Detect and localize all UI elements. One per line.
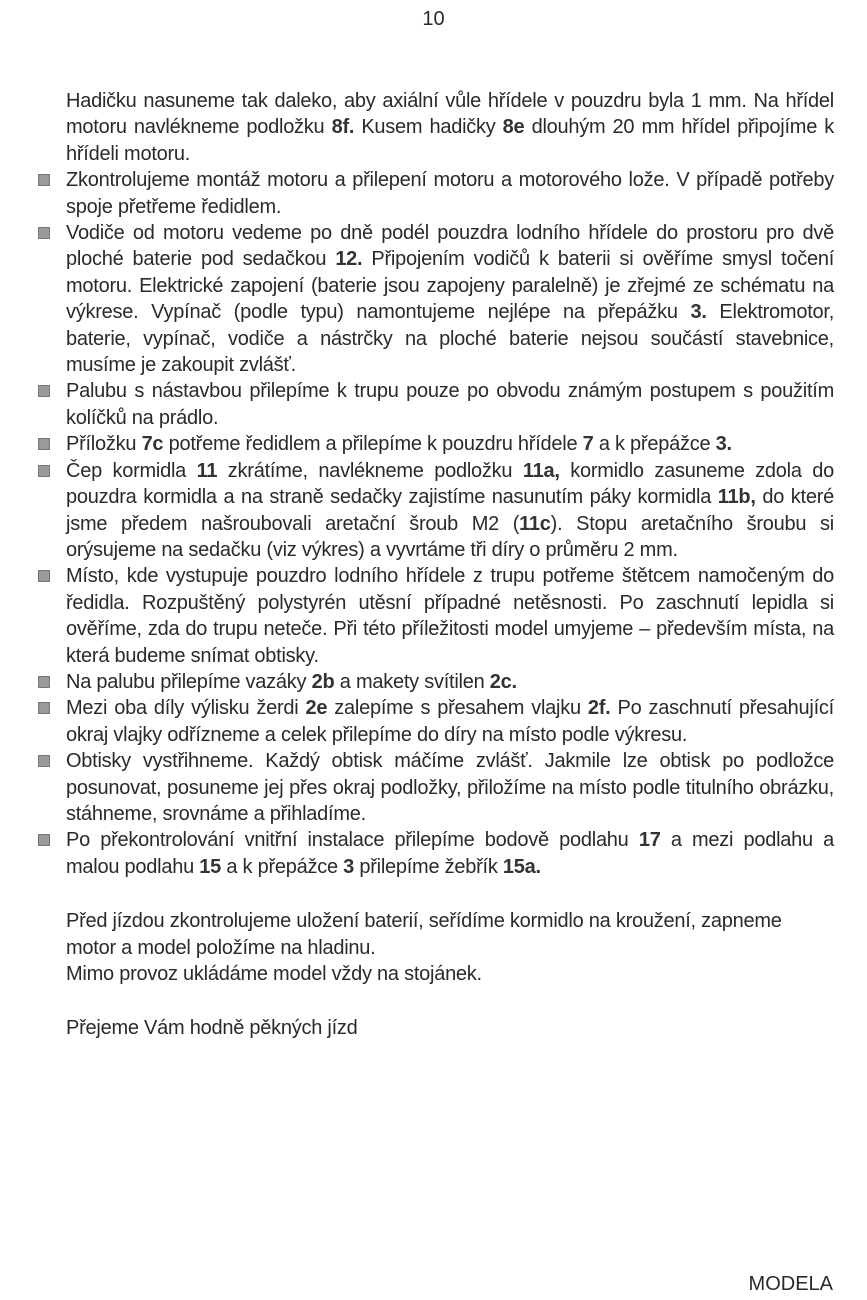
text-segment: Obtisky vystřihneme. Každý obtisk máčíme zvlášť. Jakmile lze obtisk po podložce posunovat, posuneme jej přes okraj podložky, přiložíme na místo podle titulního obrázku, stáhneme, srovnáme a přihladíme. [66,750,834,825]
text-segment: Kusem hadičky [354,116,503,139]
square-bullet-icon [38,834,50,846]
part-reference: 2c. [489,670,517,693]
text-segment: Čep kormidla [66,459,197,482]
part-reference: 11b, [717,486,756,509]
part-reference: 15a. [502,855,541,878]
list-item [66,695,834,748]
list-item [66,378,834,431]
list-item [66,563,834,669]
text-segment: Elektromotor, baterie, vypínač, vodiče a nástrčky na ploché baterie nejsou součástí stavebnice, musíme je zakoupit zvlášť. [66,301,834,377]
wish-text: Přejeme Vám hodně pěkných jízd [66,1017,358,1040]
text-segment: ). Stopu aretačního šroubu si orýsujeme na sedačku (viz výkres) a vyvrtáme tři díry o průměru 2 mm. [66,512,834,561]
text-segment: kormidlo zasuneme zdola do pouzdra kormidla a na straně sedačky zajistíme nasunutím páky kormidla [66,459,834,509]
part-reference: 15 [199,855,222,878]
part-reference: 8e [502,116,525,139]
text-segment: Hadičku nasuneme tak daleko, aby axiální vůle hřídele v pouzdru byla 1 mm. Na hřídel motoru navlékneme podložku [66,90,834,139]
text-segment: Příložku [66,433,142,456]
page-number: 10 [422,8,445,30]
part-reference: 11a, [522,459,560,482]
square-bullet-icon [38,676,50,688]
text-segment: Po zaschnutí přesahující okraj vlajky odřízneme a celek přilepíme do díry na místo podle výkresu. [66,697,834,746]
list-item [66,458,834,564]
part-reference: 3. [715,433,732,456]
text-segment: Po překontrolování vnitřní instalace přilepíme bodově podlahu [66,829,639,852]
text-segment: Mezi oba díly výlisku žerdi [66,697,306,720]
text-segment: zalepíme s přesahem vlajku [327,697,588,720]
part-reference: 17 [638,829,661,852]
text-segment: přilepíme žebřík [354,855,503,878]
part-reference: 12. [335,248,363,271]
part-reference: 7 [582,433,594,456]
part-reference: 2b [311,670,335,693]
square-bullet-icon [38,755,50,767]
square-bullet-icon [38,570,50,582]
part-reference: 3. [690,301,707,324]
list-item [66,220,834,378]
text-segment: Připojením vodičů k baterii si ověříme smysl točení motoru. Elektrické zapojení (baterie jsou zapojeny paralelně) je zřejmé ze schématu na výkrese. Vypínač (podle typu) namontujeme nejlépe na přepážku [66,248,834,324]
instruction-list [66,167,834,880]
signature: MODELA [748,1273,833,1295]
closing-paragraph [66,908,834,987]
part-reference: 11 [196,459,218,482]
intro-paragraph [66,88,834,167]
list-item [66,167,834,220]
part-reference: 7c [141,433,164,456]
list-item [66,669,834,695]
part-reference: 11c [519,512,551,535]
text-segment: a mezi podlahu a malou podlahu [66,829,835,878]
list-item [66,827,834,880]
text-segment: Místo, kde vystupuje pouzdro lodního hřídele z trupu potřeme štětcem namočeným do ředidla. Rozpuštěný polystyrén utěsní případné netěsnosti. Po zaschnutí lepidla si ověříme, zda do trupu neteče. Při této příležitosti model umyjeme – především místa, na která budeme snímat obtisky. [66,565,834,667]
text-segment: a makety svítilen [334,670,490,693]
part-reference: 8f. [331,116,355,139]
list-item [66,431,834,457]
square-bullet-icon [38,174,50,186]
text-segment: zkrátíme, navlékneme podložku [217,459,523,482]
closing-line: Mimo provoz ukládáme model vždy na stojánek. [66,963,482,985]
square-bullet-icon [38,227,50,239]
square-bullet-icon [38,438,50,450]
text-segment: Palubu s nástavbou přilepíme k trupu pouze po obvodu známým postupem s použitím kolíčků na prádlo. [66,380,834,429]
text-segment: potřeme ředidlem a přilepíme k pouzdru hřídele [163,433,583,456]
part-reference: 3 [343,855,355,878]
list-item [66,748,834,827]
part-reference: 2e [305,697,328,720]
instructions-body [66,88,834,1042]
text-segment: do které jsme předem našroubovali aretační šroub M2 ( [66,486,835,535]
part-reference: 2f. [587,697,611,720]
text-segment: Vodiče od motoru vedeme po dně podél pouzdra lodního hřídele do prostoru pro dvě ploché baterie pod sedačkou [66,222,834,271]
text-segment: a k přepážce [593,433,716,456]
text-segment: Na palubu přilepíme vazáky [66,670,312,693]
square-bullet-icon [38,465,50,477]
text-segment: Zkontrolujeme montáž motoru a přilepení motoru a motorového lože. V případě potřeby spoje přetřeme ředidlem. [66,169,834,218]
closing-line: Před jízdou zkontrolujeme uložení baterií, seřídíme kormidlo na kroužení, zapneme motor a model položíme na hladinu. [66,910,782,959]
text-segment: a k přepážce [221,855,344,878]
square-bullet-icon [38,702,50,714]
text-segment: dlouhým 20 mm hřídel připojíme k hřídeli motoru. [66,116,834,165]
square-bullet-icon [38,385,50,397]
